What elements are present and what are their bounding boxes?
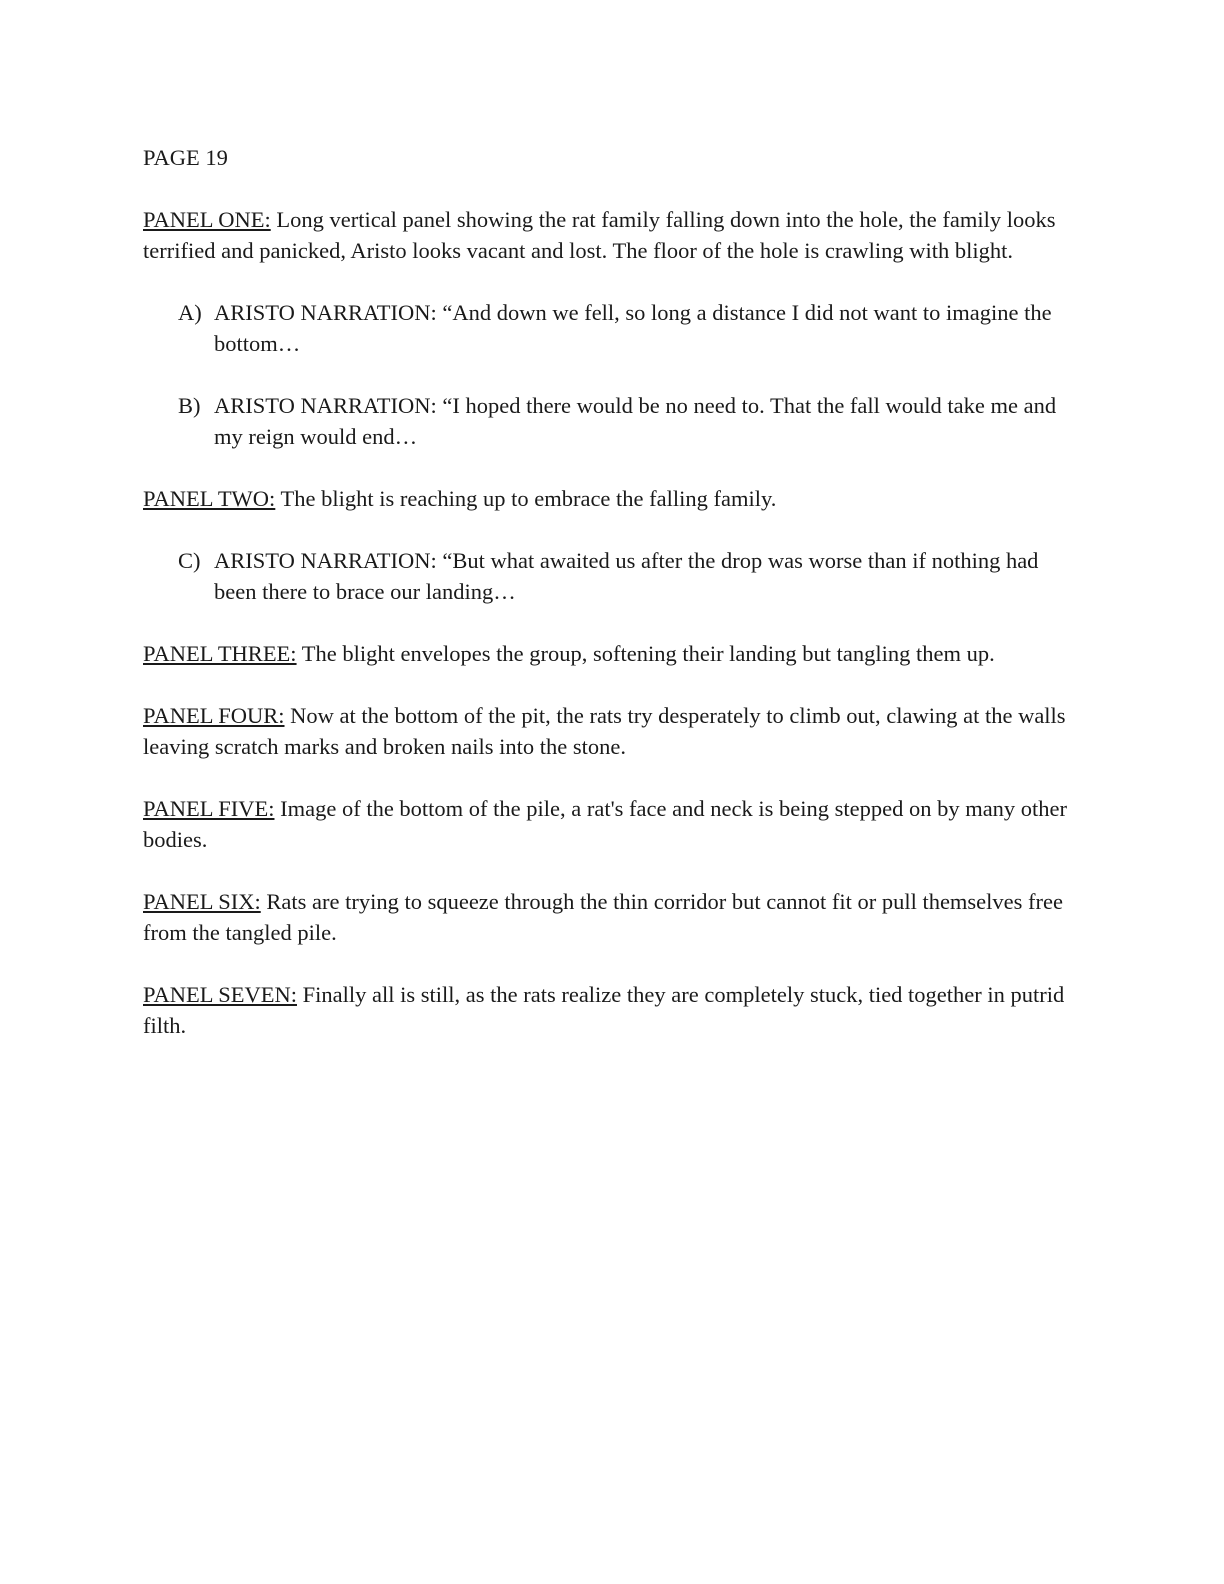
- spacer: [143, 762, 1073, 793]
- panel-seven-text: Finally all is still, as the rats realize they are completely stuck, tied together in putrid filth.: [143, 982, 1065, 1038]
- panel-three-text: The blight envelopes the group, softening their landing but tangling them up.: [296, 641, 995, 666]
- narration-b: [143, 390, 1073, 452]
- panel-two-label: PANEL TWO:: [143, 486, 276, 511]
- page-heading: PAGE 19: [143, 145, 228, 170]
- narration-a: [143, 297, 1073, 359]
- spacer: [143, 669, 1073, 700]
- panel-two-text: The blight is reaching up to embrace the falling family.: [275, 486, 777, 511]
- panel-one-label: PANEL ONE:: [143, 207, 271, 232]
- panel-four-label: PANEL FOUR:: [143, 703, 285, 728]
- script-page: [143, 142, 1073, 1041]
- panel-six-description: [143, 886, 1073, 948]
- panel-two-description: [143, 483, 1073, 514]
- panel-four-text: Now at the bottom of the pit, the rats try desperately to climb out, clawing at the walls leaving scratch marks and broken nails into the stone.: [143, 703, 1066, 759]
- panel-seven-description: [143, 979, 1073, 1041]
- panel-three-description: [143, 638, 1073, 669]
- panel-three-label: PANEL THREE:: [143, 641, 297, 666]
- spacer: [143, 948, 1073, 979]
- panel-five-description: [143, 793, 1073, 855]
- spacer: [143, 514, 1073, 545]
- panel-five-label: PANEL FIVE:: [143, 796, 275, 821]
- narration-b-text: ARISTO NARRATION: “I hoped there would be no need to. That the fall would take me and my reign would end…: [214, 393, 1057, 449]
- spacer: [143, 173, 1073, 204]
- spacer: [143, 452, 1073, 483]
- panel-seven-label: PANEL SEVEN:: [143, 982, 297, 1007]
- panel-six-label: PANEL SIX:: [143, 889, 261, 914]
- narration-c-letter: C): [178, 548, 201, 573]
- spacer: [143, 855, 1073, 886]
- spacer: [143, 607, 1073, 638]
- narration-b-letter: B): [178, 393, 201, 418]
- panel-one-text: Long vertical panel showing the rat family falling down into the hole, the family looks terrified and panicked, Aristo looks vacant and lost. The floor of the hole is crawling with blight.: [143, 207, 1056, 263]
- panel-five-text: Image of the bottom of the pile, a rat's face and neck is being stepped on by many other bodies.: [143, 796, 1068, 852]
- panel-six-text: Rats are trying to squeeze through the thin corridor but cannot fit or pull themselves free from the tangled pile.: [143, 889, 1063, 945]
- panel-one-description: [143, 204, 1073, 266]
- narration-a-letter: A): [178, 300, 202, 325]
- narration-c-text: ARISTO NARRATION: “But what awaited us after the drop was worse than if nothing had been there to brace our landing…: [214, 548, 1039, 604]
- narration-a-text: ARISTO NARRATION: “And down we fell, so long a distance I did not want to imagine the bottom…: [214, 300, 1052, 356]
- narration-c: [143, 545, 1073, 607]
- spacer: [143, 266, 1073, 297]
- panel-four-description: [143, 700, 1073, 762]
- spacer: [143, 359, 1073, 390]
